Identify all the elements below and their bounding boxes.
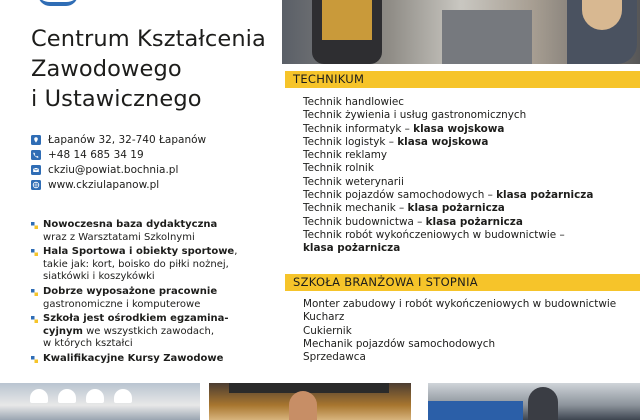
class-type: klasa pożarnicza [496,189,594,202]
feature-item [31,313,276,351]
profession-item [303,298,633,311]
feature-line [43,313,276,326]
profession-name: Monter zabudowy i robót wykończeniowych w budownictwie [303,298,617,310]
profession-name: Technik pojazdów samochodowych – [303,189,497,202]
branzowa-heading: SZKOŁA BRANŻOWA I STOPNIA [293,275,478,289]
email-icon [31,165,41,175]
technikum-header-bar [285,71,640,88]
branzowa-header-bar [285,274,640,291]
logo-arc [38,0,78,6]
profession-name: Technik reklamy [303,149,388,162]
class-type: klasa wojskowa [397,135,489,148]
profession-item [303,202,633,215]
profession-item [303,176,633,189]
class-type: klasa pożarnicza [407,202,505,215]
bullet-icon [31,289,38,296]
feature-bold: Dobrze wyposażone pracownie [43,285,218,297]
profession-item [303,229,633,242]
contact-text: +48 14 685 34 19 [48,148,144,161]
profession-item [303,216,633,229]
profession-item [303,338,633,351]
title-line: Zawodowego [31,56,182,82]
profession-name: Technik logistyk – [303,135,398,148]
contact-list [31,132,206,192]
feature-item [31,219,276,244]
feature-line [43,338,276,351]
contact-row [31,162,206,177]
profession-name: Technik informatyk – [303,122,414,135]
profession-name: Technik budownictwa – [303,215,426,228]
feature-line [43,246,276,259]
feature-text: w których kształci [43,338,133,350]
pastry-photo [209,383,411,420]
profession-item [303,149,633,162]
title-line: Centrum Kształcenia [31,26,266,52]
profession-item [303,325,633,338]
feature-line [43,286,276,299]
contact-text[interactable]: www.ckziulapanow.pl [48,178,160,191]
school-title [31,24,266,114]
feature-bold: Szkoła jest ośrodkiem egzamina- [43,313,229,325]
feature-text: siatkówki i koszykówki [43,271,155,283]
feature-bold: Kwalifikacyjne Kursy Zawodowe [43,352,224,364]
profession-item [303,162,633,175]
feature-bold: Hala Sportowa i obiekty sportowe [43,246,235,258]
phone-icon [31,150,41,160]
feature-line [43,219,276,232]
class-type: klasa pożarnicza [303,242,401,255]
profession-item [303,109,633,122]
feature-bold: cyjnym [43,325,83,337]
profession-name: Technik robót wykończeniowych w budownictwie – [303,228,565,241]
feature-line [43,259,276,272]
profession-name: Technik żywienia i usług gastronomicznych [303,109,527,122]
profession-name: Cukiernik [303,324,352,337]
class-type: klasa wojskowa [413,122,505,135]
feature-text: wraz z Warsztatami Szkolnymi [43,231,195,243]
profession-item [303,96,633,109]
feature-text: we wszystkich zawodach, [82,325,215,337]
contact-row [31,177,206,192]
profession-item [303,311,633,324]
mechanic-photo [428,383,640,420]
contact-row [31,147,206,162]
profession-name: Kucharz [303,311,345,324]
feature-line [43,299,276,312]
profession-item [303,242,633,255]
globe-icon [31,180,41,190]
feature-item [31,246,276,284]
feature-text: takie jak: kort, boisko do piłki nożnej, [43,258,229,270]
feature-text: gastronomiczne i komputerowe [43,298,201,310]
feature-line [43,326,276,339]
feature-line [43,232,276,245]
branzowa-list [303,298,633,364]
bullet-icon [31,356,38,363]
technikum-list [303,96,633,256]
profession-name: Technik rolnik [303,162,374,175]
feature-item [31,353,276,366]
feature-list [31,219,276,368]
profession-item [303,136,633,149]
title-line: i Ustawicznego [31,86,202,112]
profession-name: Mechanik pojazdów samochodowych [303,337,496,350]
feature-line [43,353,276,366]
contact-text[interactable]: ckziu@powiat.bochnia.pl [48,163,179,176]
profession-name: Technik mechanik – [303,202,408,215]
contact-row [31,132,206,147]
kitchen-photo [0,383,200,420]
profession-name: Technik handlowiec [303,96,404,108]
profession-item [303,351,633,364]
contact-text: Łapanów 32, 32-740 Łapanów [48,133,207,146]
profession-name: Technik weterynarii [303,175,404,188]
bullet-icon [31,249,38,256]
workshop-photo [282,0,640,64]
profession-name: Sprzedawca [303,351,366,364]
profession-item [303,123,633,136]
feature-bold: Nowoczesna baza dydaktyczna [43,219,218,230]
profession-item [303,189,633,202]
feature-line [43,271,276,284]
feature-item [31,286,276,311]
bullet-icon [31,222,38,229]
bullet-icon [31,316,38,323]
location-pin-icon [31,135,41,145]
technikum-heading: TECHNIKUM [293,72,365,86]
class-type: klasa pożarnicza [425,215,523,228]
feature-text: , [234,246,238,258]
